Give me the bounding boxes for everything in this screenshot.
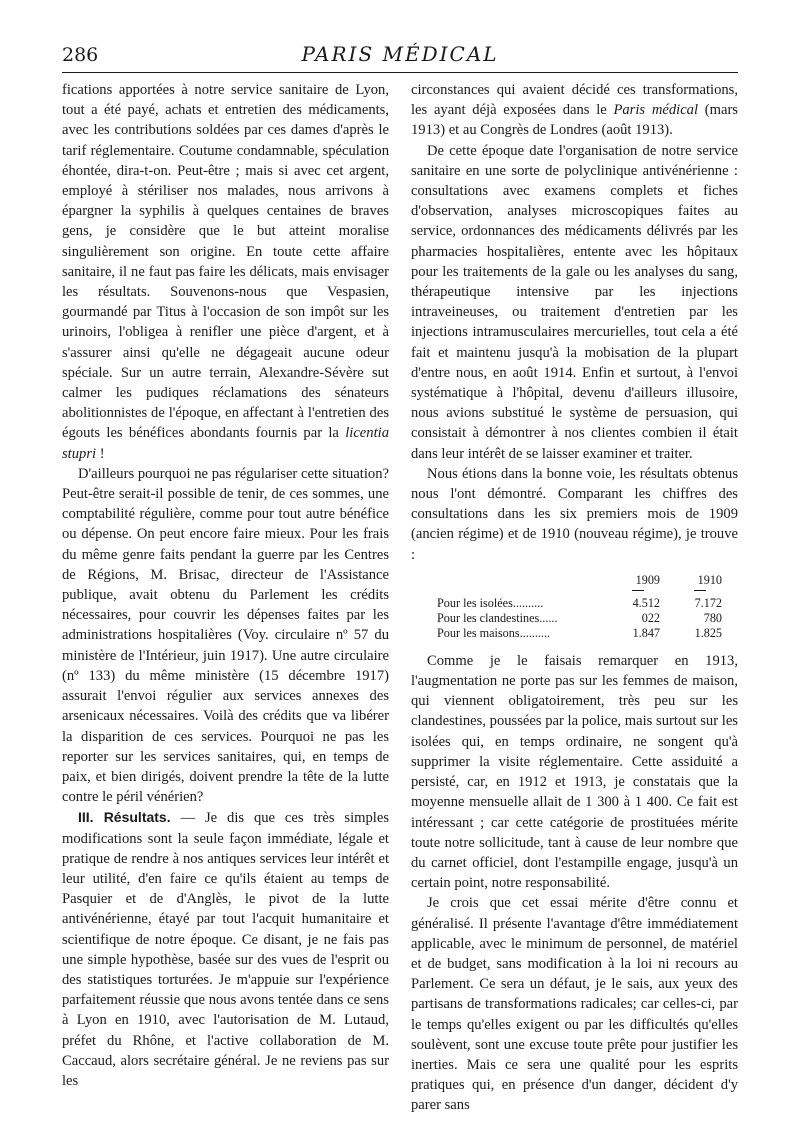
stats-underline-row (437, 588, 722, 596)
right-p1-italic: Paris médical (613, 102, 699, 119)
right-p1-text-a: circonstances qui avaient décidé ces transformations, les ayant déjà exposées dans le (411, 82, 738, 119)
right-paragraph-5: Je crois que cet essai mérite d'être connu et généralisé. Il présente l'avantage d'être immédiatement applicable, avec le minimum de personnel, de matériel et de budget, sans modification à la loi ni recours au Parlement. Ce sera un défaut, je le sais, aux yeux des partisans de transformations radicales; car celles-ci, par le temps qu'elles exigent ou par les difficultés qu'elles soulèvent, sont une excuse toute prête pour justifier les inerties. Mais ce sera une qualité pour les esprits pratiques qui, en présence d'un danger, décident d'y parer sans (411, 895, 738, 1114)
page-number: 286 (62, 44, 99, 66)
stats-header-row (437, 573, 722, 588)
left-paragraph-2: D'ailleurs pourquoi ne pas régulariser cette situation? Peut-être serait-il possible de tenir, de ces sommes, une comptabilité régulière, comme pour tout autre bénéfice ou dépense. On peut encore faire mieux. Pour les frais du même genre faits pendant la guerre par les Centres de Régions, M. Brisac, directeur de l'Assistance publique, avait obtenu du Parlement les crédits nécessaires, pour couvrir les dépenses faites par les administrations hospitalières (Voy. circulaire nº 57 du ministère de l'Intérieur, juin 1917). Une autre circulaire (nº 133) du même ministère (15 décembre 1917) assurait l'envoi régulier aux services annexes des arsenicaux nécessaires. Voilà des crédits que va libérer la disparition de ces services. Pourquoi ne pas les reporter sur les services sanitaires, qui, en temps de paix, et bien dirigés, doivent prendre la tête de la lutte contre le péril vénérien? (62, 465, 389, 806)
right-paragraph-3: Nous étions dans la bonne voie, les résultats obtenus nous l'ont démontré. Comparant les chiffres des consultations dans les six premiers mois de 1909 (ancien régime) et de 1910 (nouveau régime), je trouve : (411, 465, 738, 563)
table-row (437, 626, 722, 641)
right-p1-text-b: (mars 1913) et au Congrès de Londres (août 1913). (411, 102, 738, 139)
right-paragraph-2: De cette époque date l'organisation de notre service sanitaire en une sorte de polyclinique antivénérienne : consultations avec examens complets et fiches d'observation, analyses microscopiques faites au service, ordonnances des médicaments délivrés par les pharmacies hospitalières, entente avec les hôpitaux pour les traitements de la gale ou les analyses du sang, thérapeutique intensive par les injections intraveineuses, ou traitement d'entretien par les injections intramusculaires mercurielles, tout cela a été fait et maintenu jusqu'à la mobisation de la plupart d'entre nous, en août 1914. Enfin et surtout, à l'envoi systématique à l'hôpital, devenu d'ailleurs illusoire, nous avions substitué le système de persuasion, qui consistait à démontrer à nos clientes combien il était dans leur intérêt de se laisser examiner et traiter. (411, 142, 738, 462)
left-p1-text: fications apportées à notre service sanitaire de Lyon, tout a été payé, achats et entretien des médicaments, avec les contributions soldées par ces dames d'après le tarif réglementaire. Coutume condamnable, spéculation éhontée, dira-t-on. Peut-être ; mais si avec cet argent, employé à stériliser nos malades, nous arrivons à épargner la syphilis à quelques centaines de braves gens, je considère que le but atteint moralise singulièrement son origine. En toute cette affaire sanitaire, il ne faut pas faire les délicats, mais envisager les résultats. Souvenons-nous que Vespasien, gourmandé par Titus à l'occasion de son impôt sur les urinoirs, l'obligea à renifler une pièce d'argent, et à s'assurer ainsi qu'elle ne dégageait aucune odeur spéciale. Sur un autre terrain, Alexandre-Sévère sut calmer les pudiques réclamations des sénateurs abolitionnistes de l'époque, en affectant à l'entretien des égouts les bénéfices abondants fournis par la (62, 82, 389, 442)
stats-value-1909: 1.847 (632, 625, 660, 640)
stats-row-label: Pour les clandestines...... (437, 610, 558, 625)
left-paragraph-3 (62, 807, 389, 1091)
header-rule (62, 72, 738, 73)
stats-row-label: Pour les isolées.......... (437, 595, 544, 610)
left-p1-italic: licentia stupri (62, 425, 389, 462)
stats-value-1910: 7.172 (694, 595, 722, 610)
right-paragraph-1 (411, 80, 738, 141)
stats-value-1910: 1.825 (694, 625, 722, 640)
stats-col-1910: 1910 (697, 572, 722, 587)
right-column (411, 80, 738, 1116)
left-paragraph-1 (62, 80, 389, 464)
left-column (62, 80, 389, 1091)
right-paragraph-4: Comme je le faisais remarquer en 1913, l'augmentation ne porte pas sur les femmes de maison, qui viennent obligatoirement, très peu sur les clandestines, poussées par la police, mais surtout sur les isolées qui, en temps ordinaire, ne songent qu'à supprimer la visite réglementaire. Cette assiduité a persisté, car, en 1912 et 1913, je constatais que la moyenne mensuelle allait de 1 300 à 1 400. Ce fait est intéressant ; car cette catégorie de prostituées mérite toute notre sollicitude, tant à cause de leur nombre que du carnet officiel, dont l'estampille engage, jusqu'à un certain point, notre responsabilité. (411, 652, 738, 892)
running-title: PARIS MÉDICAL (301, 42, 499, 66)
stats-value-1910: 780 (703, 610, 722, 625)
left-p1-end: ! (96, 445, 105, 462)
stats-value-1909: 4.512 (632, 595, 660, 610)
section-heading-resultats: III. Résultats. (78, 809, 171, 826)
consultation-stats-table (437, 573, 722, 641)
stats-col-1909: 1909 (635, 572, 660, 587)
stats-value-1909: 022 (641, 610, 660, 625)
table-row (437, 611, 722, 626)
left-p3-text: — Je dis que ces très simples modifications sont la seule façon immédiate, légale et pratique de rendre à nos antiques services leur intérêt et leur utilité, d'en faire ce qu'ils étaient au temps de Pasquier et de d'Anglès, le pivot de la lutte antivénérienne, étayé par tout l'acquit humanitaire et scientifique de notre époque. Ce disant, je ne fais pas une simple hypothèse, basée sur des vues de l'esprit ou des statistiques torturées. Je m'appuie sur l'expérience parfaitement réussie que nous avons tentée dans ce sens à Lyon en 1910, avec l'autorisation de M. Lutaud, préfet du Rhône, et l'active collaboration de M. Caccaud, alors secrétaire général. Je ne reviens pas sur les (62, 810, 389, 1089)
stats-row-label: Pour les maisons.......... (437, 625, 551, 640)
table-row (437, 596, 722, 611)
page-header (62, 40, 738, 74)
